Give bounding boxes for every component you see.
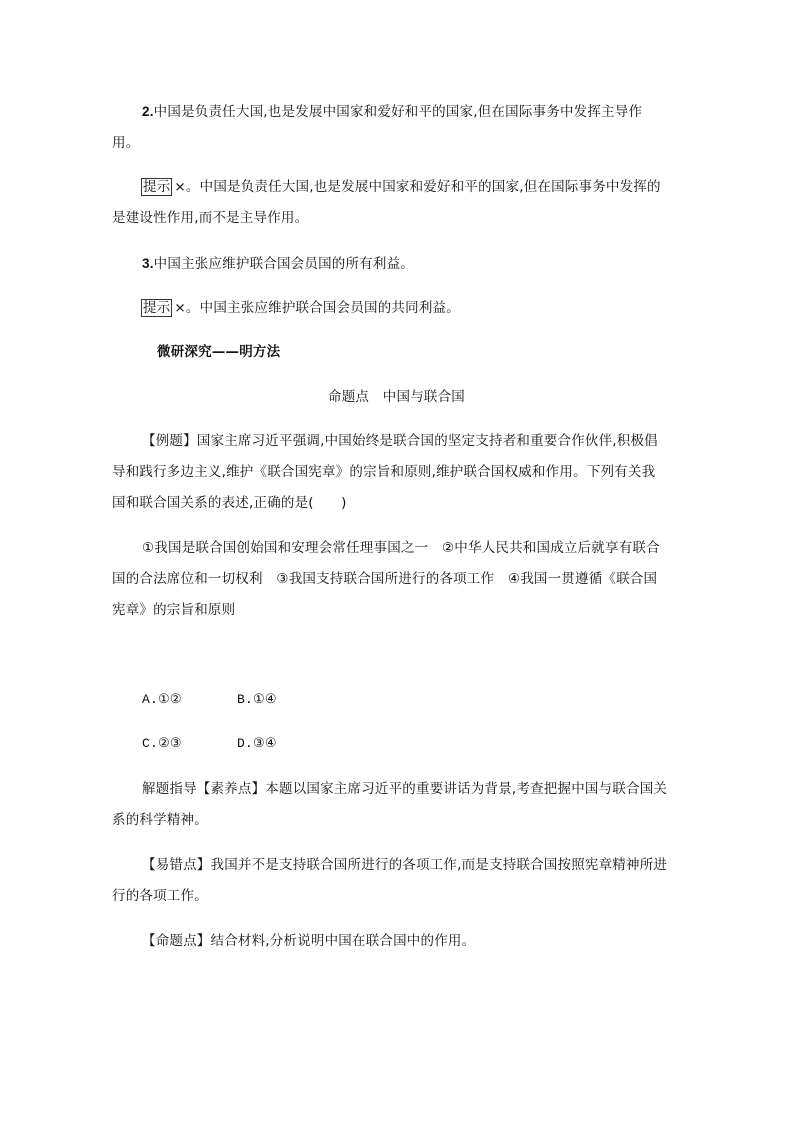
option-b: B.①④ bbox=[237, 692, 277, 707]
q3-text1: 中国主张应维护联合国会员国的所有利益。 bbox=[153, 256, 414, 272]
q2-number: 2. bbox=[142, 104, 154, 119]
q3-number: 3. bbox=[142, 256, 154, 271]
q2-line2: 用。 bbox=[112, 135, 140, 151]
guidance-point: 【命题点】结合材料,分析说明中国在联合国中的作用。 bbox=[142, 933, 476, 949]
guidance-error-line2: 行的各项工作。 bbox=[112, 888, 208, 904]
section-heading: 微研深究——明方法 bbox=[157, 344, 281, 360]
example-line2: 导和践行多边主义,维护《联合国宪章》的宗旨和原则,维护联合国权威和作用。下列有关我 bbox=[112, 464, 656, 480]
q2-line1 bbox=[142, 102, 642, 122]
q2-text1: 中国是负责任大国,也是发展中国家和爱好和平的国家,但在国际事务中发挥主导作 bbox=[153, 104, 643, 120]
q3-hint-text1: ×。中国主张应维护联合国会员国的共同利益。 bbox=[174, 300, 460, 316]
q3-line1 bbox=[142, 254, 414, 274]
option-a: A.①② bbox=[142, 692, 182, 707]
q3-hint-line1 bbox=[141, 298, 460, 318]
example-line1: 【例题】国家主席习近平强调,中国始终是联合国的坚定支持者和重要合作伙伴,积极倡 bbox=[142, 433, 658, 449]
guidance-line1: 解题指导【素养点】本题以国家主席习近平的重要讲话为背景,考查把握中国与联合国关 bbox=[142, 781, 668, 797]
q2-hint-text1: ×。中国是负责任大国,也是发展中国家和爱好和平的国家,但在国际事务中发挥的 bbox=[174, 179, 661, 195]
q2-hint-label: 提示 bbox=[143, 179, 171, 195]
q2-hint-line2: 是建设性作用,而不是主导作用。 bbox=[112, 210, 309, 226]
option-c: C.②③ bbox=[142, 736, 182, 751]
example-line3: 国和联合国关系的表述,正确的是( ) bbox=[112, 495, 347, 511]
example-stmt2: 国的合法席位和一切权利 ③我国支持联合国所进行的各项工作 ④我国一贯遵循《联合国 bbox=[112, 571, 658, 587]
example-stmt3: 宪章》的宗旨和原则 bbox=[112, 602, 236, 618]
q3-hint-label: 提示 bbox=[143, 300, 171, 316]
example-stmt1: ①我国是联合国创始国和安理会常任理事国之一 ②中华人民共和国成立后就享有联合 bbox=[142, 540, 660, 556]
guidance-line2: 系的科学精神。 bbox=[112, 812, 208, 828]
guidance-error-line1: 【易错点】我国并不是支持联合国所进行的各项工作,而是支持联合国按照宪章精神所进 bbox=[142, 857, 668, 873]
q2-hint-line1 bbox=[141, 177, 661, 197]
section-subheading: 命题点 中国与联合国 bbox=[328, 389, 465, 405]
option-d: D.③④ bbox=[237, 736, 277, 751]
